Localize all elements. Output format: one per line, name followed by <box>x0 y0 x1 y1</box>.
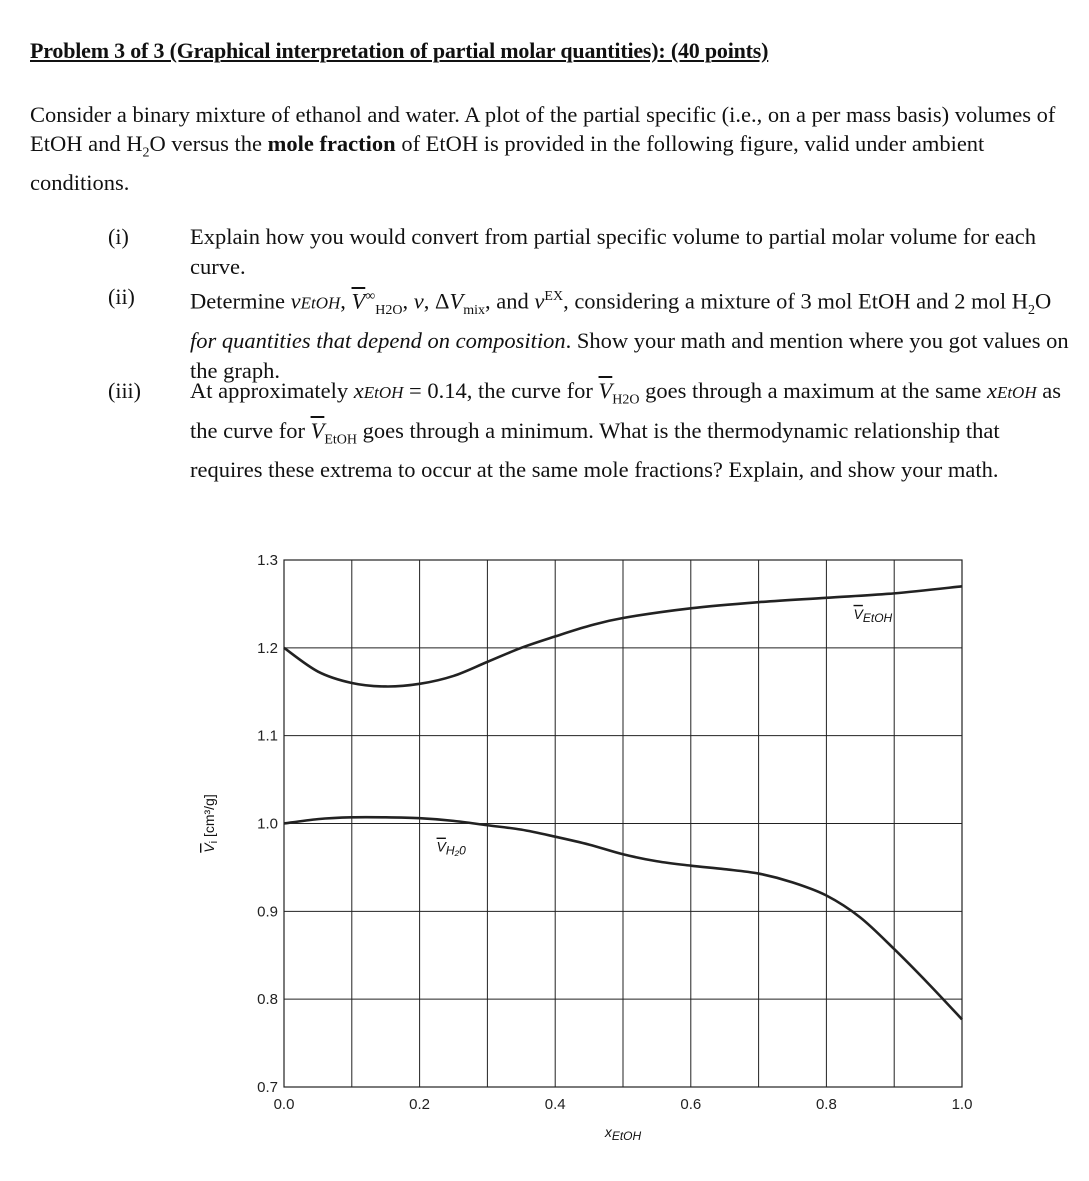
y-tick-label: 1.2 <box>257 639 278 657</box>
curve-label-symbol: V <box>436 838 446 855</box>
x-axis-subscript: EtOH <box>611 1129 642 1143</box>
y-tick-label: 0.9 <box>257 903 278 921</box>
label-v-etoh <box>854 606 893 625</box>
emphasis-mole-fraction: mole fraction <box>267 131 396 156</box>
curve-label-subscript: EtOH <box>862 610 893 625</box>
x-tick-label: 0.0 <box>273 1096 295 1113</box>
chart-grid <box>284 560 962 1087</box>
x-axis-label <box>604 1124 642 1143</box>
curve-label-subscript: H₂0 <box>445 843 466 858</box>
question-number-i: (i) <box>108 224 129 249</box>
x-tick-label: 0.6 <box>680 1096 702 1113</box>
question-ii-text: Determine vEtOH, $\overline{V}^\infty_{H2O}$, v, $\Delta V_{mix}$, and $v^{EX}$, considering a mixture of 3 mol EtOH and 2 mol $H_2O$ for quantities that depend on composition. Show your math and mention where you got values on the graph. <box>190 288 1069 383</box>
y-tick-label: 1.0 <box>257 815 278 833</box>
x-tick-label: 1.0 <box>951 1096 973 1113</box>
y-tick-label: 0.7 <box>257 1079 278 1096</box>
y-axis-subscript: i <box>208 840 220 844</box>
y-tick-label: 0.8 <box>257 991 278 1009</box>
x-tick-label: 0.8 <box>815 1096 837 1113</box>
problem-title: Problem 3 of 3 (Graphical interpretation of partial molar quantities): (40 points) <box>30 38 769 63</box>
y-axis-label <box>201 794 220 852</box>
question-i-text: Explain how you would convert from partial specific volume to partial molar volume for each curve. <box>190 224 1036 279</box>
chart-tick-labels <box>257 552 972 1113</box>
chart-labels <box>201 606 893 1143</box>
label-v-h2o <box>437 839 467 858</box>
problem-intro: Consider a binary mixture of ethanol and water. A plot of the partial specific (i.e., on a per mass basis) volumes of EtOH and $H_2O$ versus the mole fraction of EtOH is provided in the following figure, valid under ambient conditions. <box>30 102 1056 195</box>
x-tick-label: 0.4 <box>544 1096 566 1113</box>
y-tick-label: 1.3 <box>257 552 278 569</box>
question-number-iii: (iii) <box>108 378 141 403</box>
x-axis-symbol: x <box>604 1124 612 1140</box>
y-tick-label: 1.1 <box>257 727 278 745</box>
question-iii-text: At approximately xEtOH = 0.14, the curve for $\overline{V}_{H2O}$ goes through a maximum at the same xEtOH as the curve for $\overline{V}_{EtOH}$ goes through a minimum. What is the thermodynamic relationship that requires these extrema to occur at the same mole fractions? Explain, and show your math. <box>190 378 1061 482</box>
curve-label-symbol: V <box>853 605 863 622</box>
question-number-ii: (ii) <box>108 284 135 309</box>
y-axis-units: [cm³/g] <box>201 794 217 841</box>
y-axis-symbol: V <box>201 843 217 853</box>
x-tick-label: 0.2 <box>409 1096 431 1113</box>
